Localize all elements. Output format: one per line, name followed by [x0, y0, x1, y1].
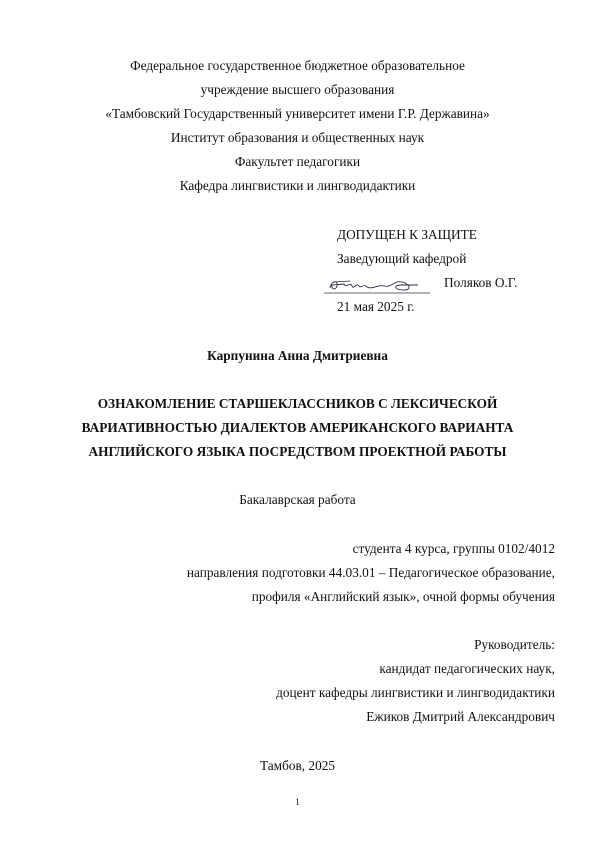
approval-date: 21 мая 2025 г.	[337, 299, 415, 314]
approval-title: ДОПУЩЕН К ЗАЩИТЕ	[337, 227, 477, 242]
header-line-2: учреждение высшего образования	[200, 82, 395, 97]
student-line-1: студента 4 курса, группы 0102/4012	[352, 541, 555, 556]
city-year: Тамбов, 2025	[259, 758, 336, 773]
header-line-3: «Тамбовский Государственный университет имени Г.Р. Державина»	[105, 106, 490, 121]
approval-position: Заведующий кафедрой	[337, 251, 467, 266]
supervisor-line-3: доцент кафедры лингвистики и лингводидактики	[276, 685, 555, 700]
header-line-5: Факультет педагогики	[234, 154, 361, 169]
student-line-3: профиля «Английский язык», очной формы обучения	[251, 589, 555, 604]
supervisor-line-2: кандидат педагогических наук,	[379, 661, 555, 676]
handwritten-signature	[322, 276, 432, 296]
work-type: Бакалаврская работа	[239, 492, 356, 507]
supervisor-line-4: Ежиков Дмитрий Александрович	[366, 709, 555, 724]
page-number: 1	[295, 797, 300, 807]
title-line-3: АНГЛИЙСКОГО ЯЗЫКА ПОСРЕДСТВОМ ПРОЕКТНОЙ РАБОТЫ	[88, 444, 507, 459]
supervisor-line-1: Руководитель:	[474, 637, 555, 652]
author-name: Карпунина Анна Дмитриевна	[207, 348, 388, 363]
header-line-4: Институт образования и общественных наук	[170, 130, 425, 145]
title-line-1: ОЗНАКОМЛЕНИЕ СТАРШЕКЛАССНИКОВ С ЛЕКСИЧЕСКОЙ	[97, 396, 498, 411]
header-line-1: Федеральное государственное бюджетное образовательное	[130, 58, 465, 73]
title-line-2: ВАРИАТИВНОСТЬЮ ДИАЛЕКТОВ АМЕРИКАНСКОГО ВАРИАНТА	[81, 420, 514, 435]
header-line-6: Кафедра лингвистики и лингводидактики	[179, 178, 416, 193]
approval-name: Поляков О.Г.	[444, 275, 518, 290]
student-line-2: направления подготовки 44.03.01 – Педагогическое образование,	[186, 565, 555, 580]
